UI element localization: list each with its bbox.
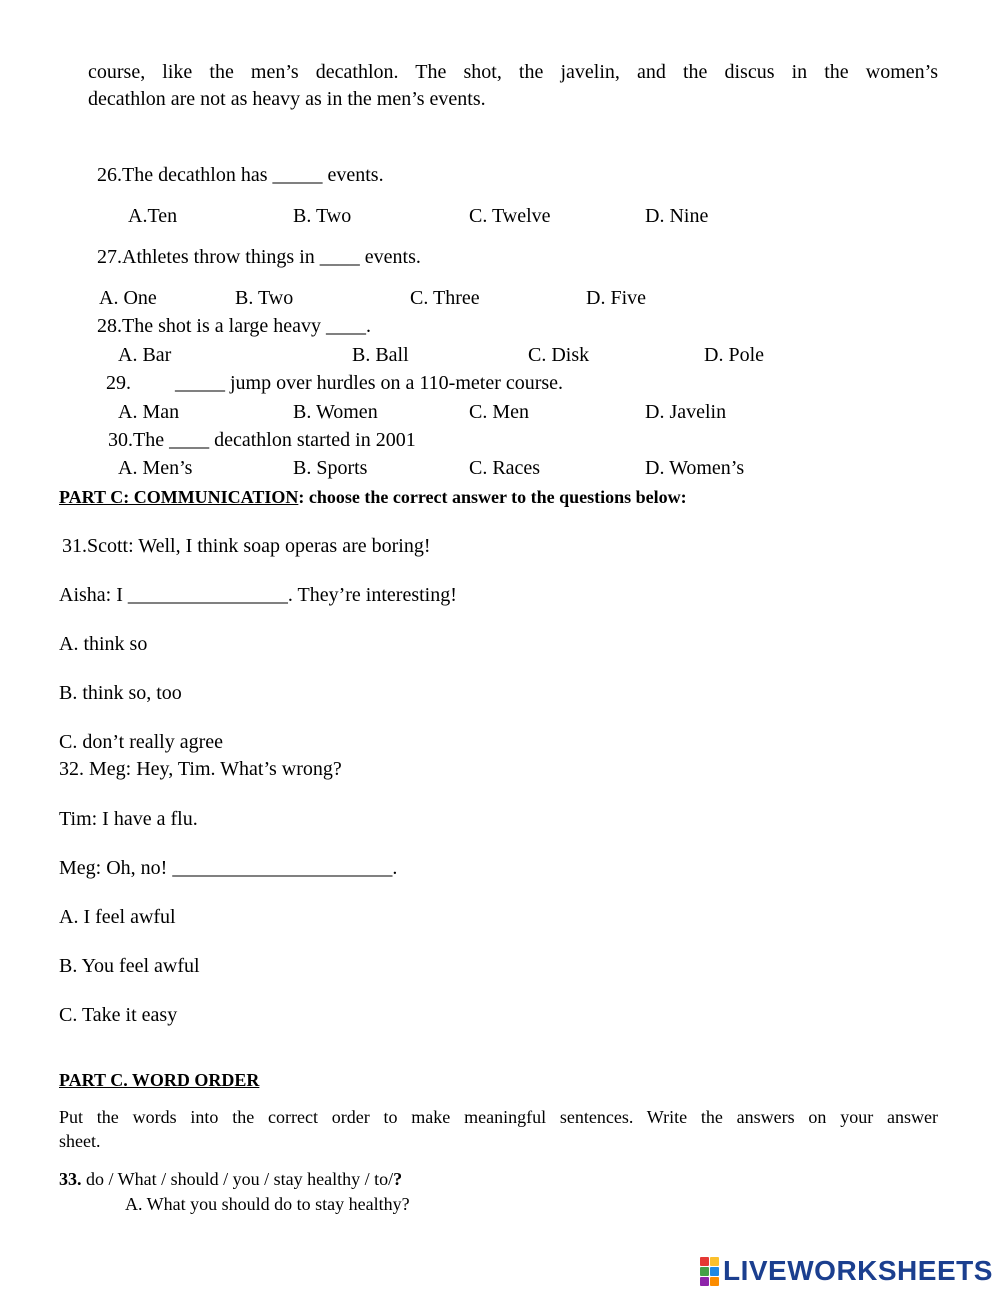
option-28-b[interactable]: B. Ball — [352, 344, 409, 366]
question-29-text: _____ jump over hurdles on a 110-meter course. — [175, 372, 564, 394]
question-28 — [97, 314, 371, 338]
option-26-b[interactable]: B. Two — [293, 205, 352, 227]
option-27-d[interactable]: D. Five — [586, 287, 646, 309]
question-text: Scott: Well, I think soap operas are boring! — [87, 535, 431, 557]
question-text: The ____ decathlon started in 2001 — [133, 429, 416, 451]
option-31-a[interactable]: A. think so — [59, 633, 148, 655]
liveworksheets-logo — [700, 1256, 993, 1286]
question-text: The shot is a large heavy ____. — [122, 315, 372, 337]
option-32-c[interactable]: C. Take it easy — [59, 1004, 178, 1026]
question-32-line-3: Meg: Oh, no! ______________________. — [59, 857, 398, 879]
question-27 — [97, 245, 421, 269]
question-26 — [97, 163, 384, 187]
question-31-line-1 — [62, 534, 431, 558]
logo-text: LIVEWORKSHEETS — [723, 1255, 993, 1286]
option-32-a[interactable]: A. I feel awful — [59, 906, 176, 928]
option-27-a[interactable]: A. One — [99, 287, 157, 309]
word-order-instruction-line-2: sheet. — [59, 1131, 101, 1151]
question-number: 27. — [97, 246, 122, 268]
option-30-c[interactable]: C. Races — [469, 457, 541, 479]
question-end-mark: ? — [393, 1169, 403, 1189]
question-31-line-2: Aisha: I ________________. They’re interesting! — [59, 584, 457, 606]
question-number: 33. — [59, 1169, 82, 1189]
option-26-a[interactable]: A.Ten — [128, 205, 178, 227]
question-29-number: 29. — [106, 372, 131, 394]
passage-line-2: decathlon are not as heavy as in the men’s events. — [88, 88, 486, 110]
logo-blocks-icon — [700, 1257, 719, 1286]
word-order-instruction-line-1: Put the words into the correct order to make meaningful sentences. Write the answers on your answer — [59, 1107, 938, 1127]
option-31-c[interactable]: C. don’t really agree — [59, 731, 224, 753]
question-number: 31. — [62, 535, 87, 557]
section-heading-word-order: PART C. WORD ORDER — [59, 1070, 260, 1090]
option-32-b[interactable]: B. You feel awful — [59, 955, 200, 977]
option-26-c[interactable]: C. Twelve — [469, 205, 551, 227]
question-number: 26. — [97, 164, 122, 186]
option-29-a[interactable]: A. Man — [118, 401, 180, 423]
section-heading-communication — [59, 485, 687, 509]
option-30-a[interactable]: A. Men’s — [118, 457, 193, 479]
option-28-d[interactable]: D. Pole — [704, 344, 764, 366]
question-32-line-1: 32. Meg: Hey, Tim. What’s wrong? — [59, 758, 342, 780]
option-27-b[interactable]: B. Two — [235, 287, 294, 309]
option-28-a[interactable]: A. Bar — [118, 344, 172, 366]
option-30-b[interactable]: B. Sports — [293, 457, 368, 479]
question-number: 28. — [97, 315, 122, 337]
option-29-b[interactable]: B. Women — [293, 401, 378, 423]
option-28-c[interactable]: C. Disk — [528, 344, 590, 366]
question-32-line-2: Tim: I have a flu. — [59, 808, 198, 830]
question-text: Athletes throw things in ____ events. — [122, 246, 421, 268]
question-number: 30. — [108, 429, 133, 451]
question-30 — [108, 428, 416, 452]
option-33-a[interactable]: A. What you should do to stay healthy? — [125, 1194, 410, 1214]
question-text: do / What / should / you / stay healthy / to/ — [81, 1169, 394, 1189]
option-29-c[interactable]: C. Men — [469, 401, 529, 423]
question-33 — [59, 1167, 402, 1191]
section-heading-title: PART C: COMMUNICATION — [59, 487, 299, 507]
section-instruction: : choose the correct answer to the questions below: — [298, 487, 687, 507]
option-31-b[interactable]: B. think so, too — [59, 682, 182, 704]
option-26-d[interactable]: D. Nine — [645, 205, 709, 227]
option-30-d[interactable]: D. Women’s — [645, 457, 745, 479]
passage-line-1: course, like the men’s decathlon. The shot, the javelin, and the discus in the women’s — [88, 61, 938, 83]
question-text: The decathlon has _____ events. — [122, 164, 384, 186]
option-29-d[interactable]: D. Javelin — [645, 401, 727, 423]
option-27-c[interactable]: C. Three — [410, 287, 480, 309]
